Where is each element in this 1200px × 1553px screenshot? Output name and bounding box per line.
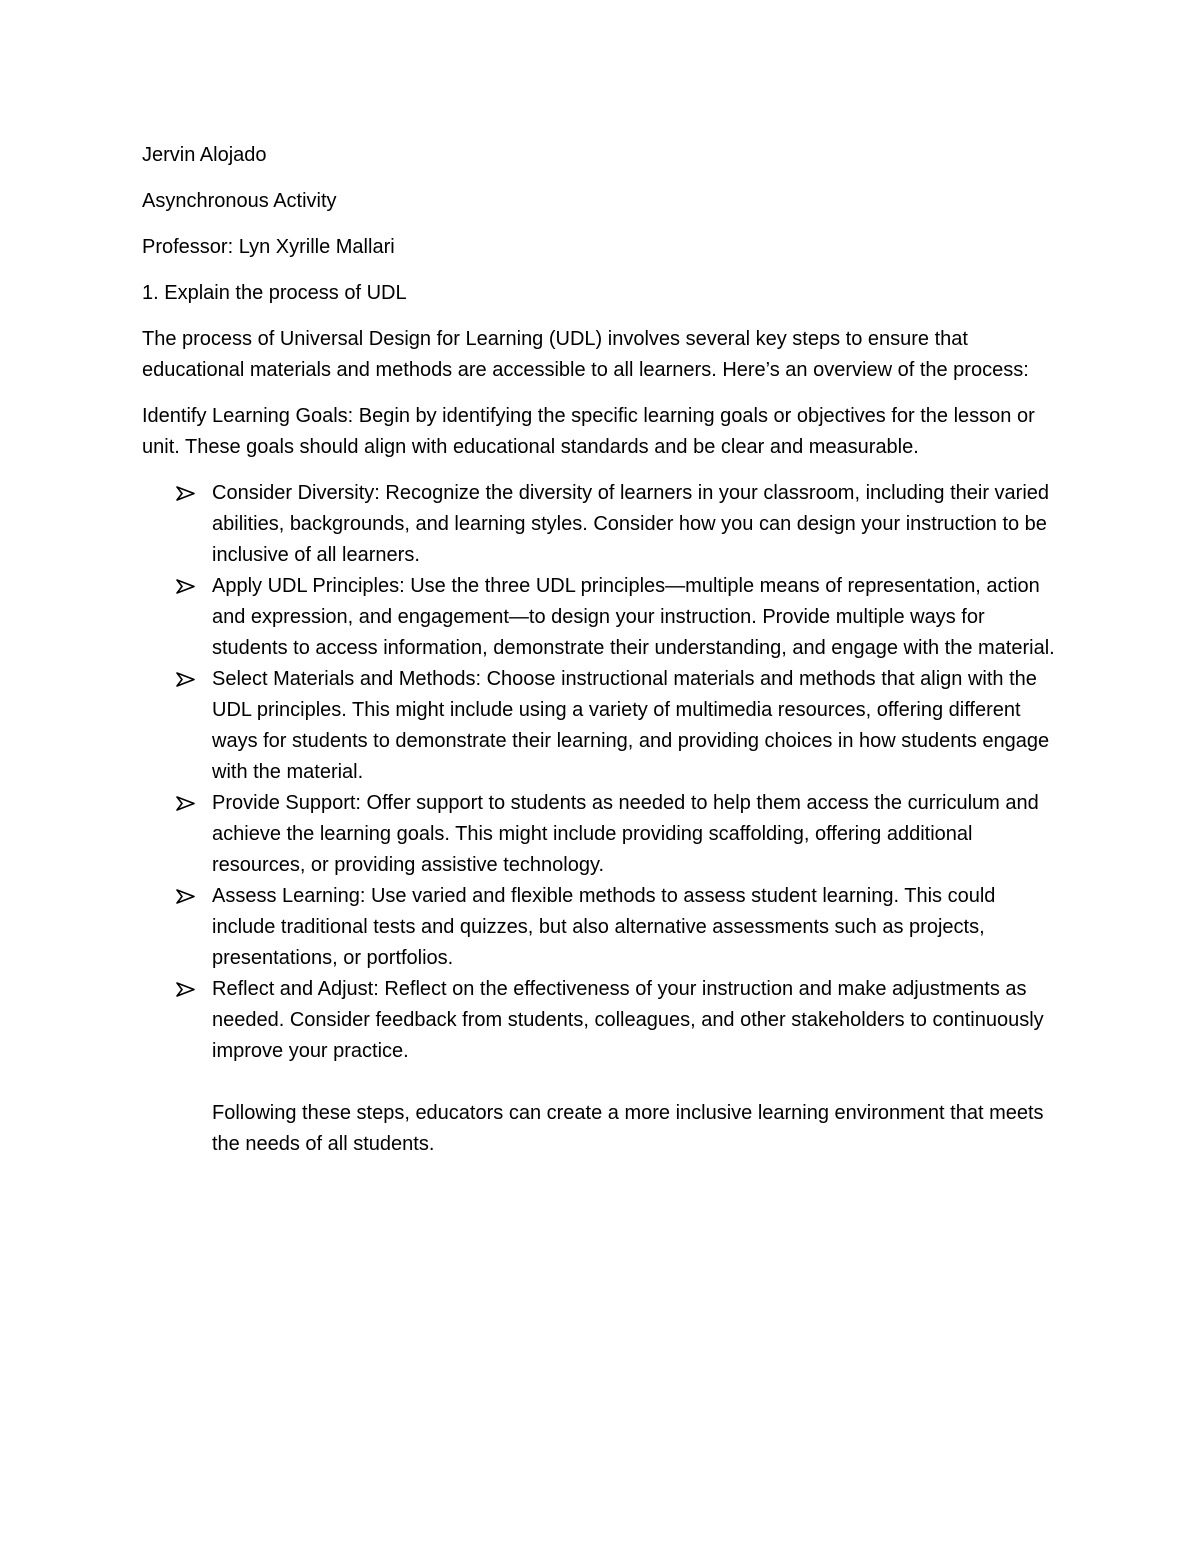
step-text: Apply UDL Principles: Use the three UDL principles—multiple means of representation, action and expression, and engagement—to design your instruction. Provide multiple ways for students to access information, demonstrate their understanding, and engage with the material. (212, 575, 1055, 659)
arrowhead-bullet-icon (176, 664, 196, 695)
document-content (142, 140, 1062, 1160)
step-text: Consider Diversity: Recognize the diversity of learners in your classroom, including their varied abilities, backgrounds, and learning styles. Consider how you can design your instruction to be inclusive of all learners. (212, 482, 1050, 566)
author-name: Jervin Alojado (142, 144, 267, 166)
step-text: Select Materials and Methods: Choose instructional materials and methods that align with the UDL principles. This might include using a variety of multimedia resources, offering different ways for students to demonstrate their learning, and providing choices in how students engage with the material. (212, 668, 1050, 783)
list-item (142, 571, 1062, 664)
arrowhead-bullet-icon (176, 974, 196, 1005)
steps-list (142, 478, 1062, 1067)
closing-paragraph: Following these steps, educators can create a more inclusive learning environment that meets the needs of all students. (212, 1102, 1044, 1155)
step-text: Provide Support: Offer support to students as needed to help them access the curriculum and achieve the learning goals. This might include providing scaffolding, offering additional resources, or providing assistive technology. (212, 792, 1039, 876)
step-text: Assess Learning: Use varied and flexible methods to assess student learning. This could include traditional tests and quizzes, but also alternative assessments such as projects, presentations, or portfolios. (212, 885, 996, 969)
list-item (142, 664, 1062, 788)
step-text: Reflect and Adjust: Reflect on the effectiveness of your instruction and make adjustments as needed. Consider feedback from students, colleagues, and other stakeholders to continuously improve your practice. (212, 978, 1044, 1062)
list-item (142, 788, 1062, 881)
arrowhead-bullet-icon (176, 478, 196, 509)
intro-paragraph: The process of Universal Design for Learning (UDL) involves several key steps to ensure that educational materials and methods are accessible to all learners. Here’s an overview of the process: (142, 328, 1029, 381)
list-item (142, 974, 1062, 1067)
list-item (142, 478, 1062, 571)
question-heading: 1. Explain the process of UDL (142, 282, 407, 304)
arrowhead-bullet-icon (176, 788, 196, 819)
professor-name: Professor: Lyn Xyrille Mallari (142, 236, 395, 258)
list-item (142, 881, 1062, 974)
first-step-paragraph: Identify Learning Goals: Begin by identifying the specific learning goals or objectives for the lesson or unit. These goals should align with educational standards and be clear and measurable. (142, 405, 1035, 458)
arrowhead-bullet-icon (176, 571, 196, 602)
activity-title: Asynchronous Activity (142, 190, 337, 212)
arrowhead-bullet-icon (176, 881, 196, 912)
